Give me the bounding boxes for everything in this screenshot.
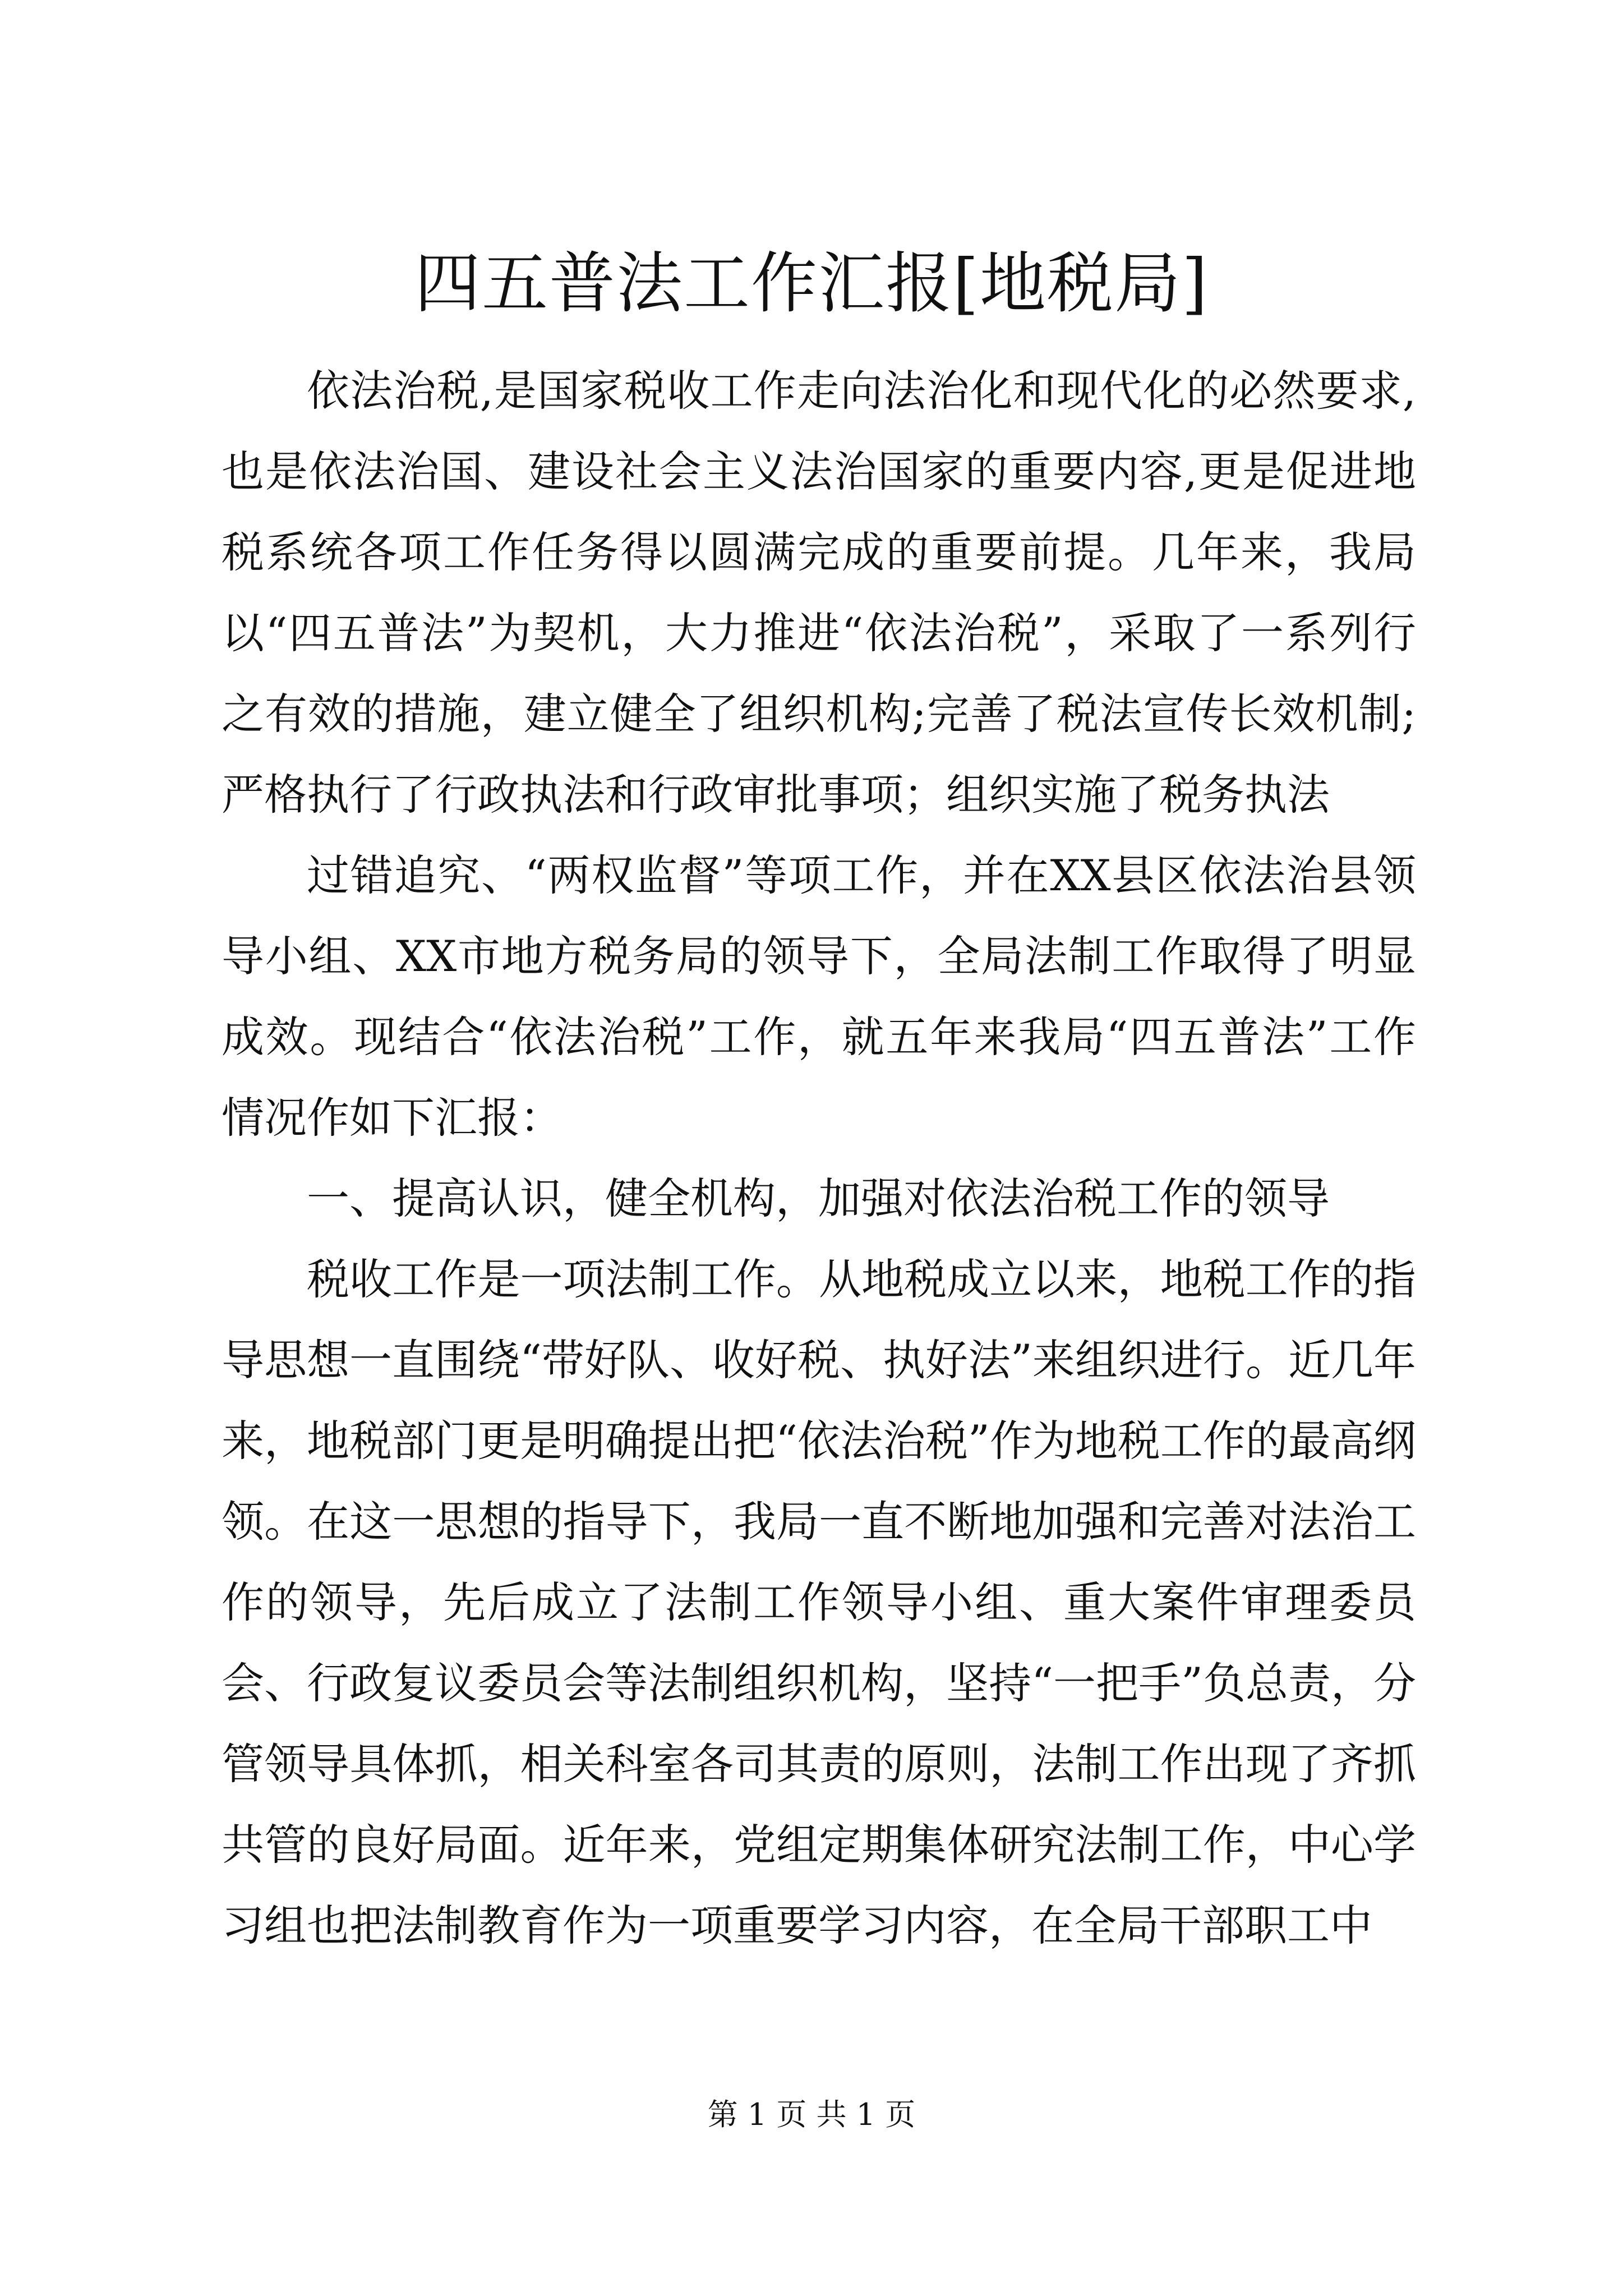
paragraph-continuation: 过错追究、“两权监督”等项工作，并在XX县区依法治县领导小组、XX市地方税务局的领导下，全局法制工作取得了明显成效。现结合“依法治税”工作，就五年来我局“四五普法”工作情况作如下汇报： [222,850,1416,1143]
document-title: 四五普法工作汇报[地税局] [414,245,1209,322]
page-footer: 第 1 页 共 1 页 [707,2097,916,2132]
paragraph-section-1: 税收工作是一项法制工作。从地税成立以来，地税工作的指导思想一直围绕“带好队、收好税、执好法”来组织进行。近几年来，地税部门更是明确提出把“依法治税”作为地税工作的最高纲领。在这一思想的指导下，我局一直不断地加强和完善对法治工作的领导，先后成立了法制工作领导小组、重大案件审理委员会、行政复议委员会等法制组织机构，坚持“一把手”负总责，分管领导具体抓，相关科室各司其责的原则，法制工作出现了齐抓共管的良好局面。近年来，党组定期集体研究法制工作，中心学习组也把法制教育作为一项重要学习内容，在全局干部职工中 [222,1254,1416,1950]
paragraph-intro: 依法治税,是国家税收工作走向法治化和现代化的必然要求,也是依法治国、建设社会主义法治国家的重要内容,更是促进地税系统各项工作任务得以圆满完成的重要前提。几年来，我局以“四五普法”为契机，大力推进“依法治税”，采取了一系列行之有效的措施，建立健全了组织机构;完善了税法宣传长效机制;严格执行了行政执法和行政审批事项；组织实施了税务执法 [222,366,1416,820]
document-body [222,351,1416,1966]
section-heading-1: 一、提高认识，健全机构，加强对依法治税工作的领导 [307,1174,1330,1223]
